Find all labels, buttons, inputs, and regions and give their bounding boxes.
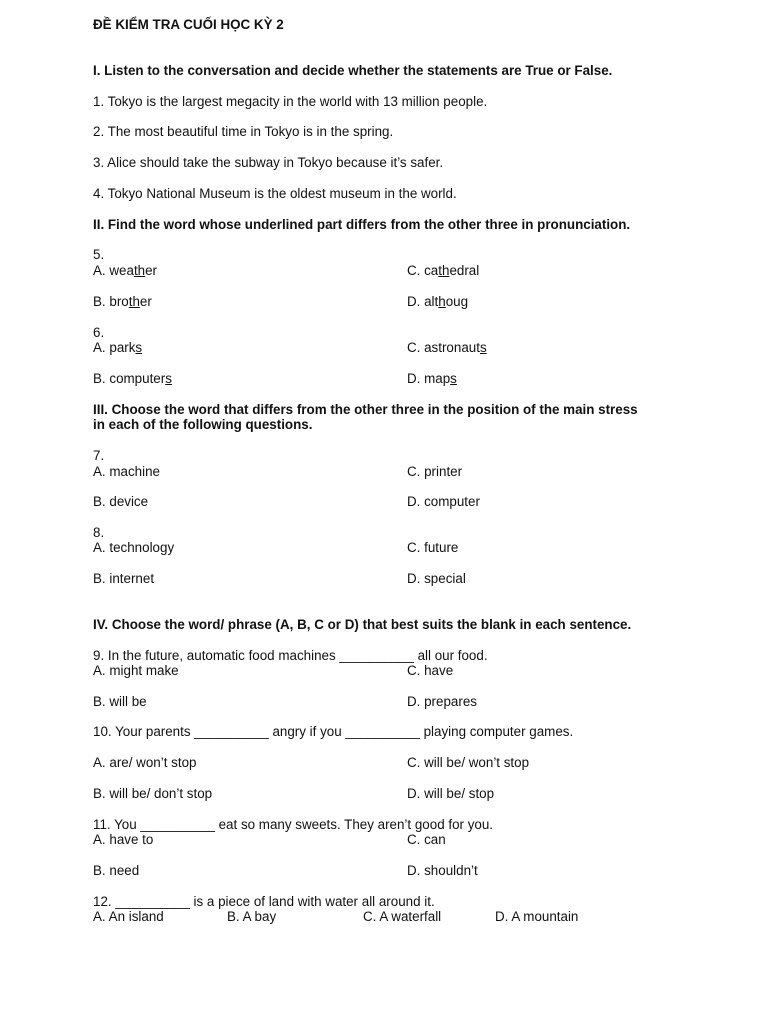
question-12-stem: 12. __________ is a piece of land with water all around it.: [93, 894, 435, 909]
statement-4: 4. Tokyo National Museum is the oldest museum in the world.: [93, 186, 457, 201]
q5-option-b: B. brother: [93, 294, 152, 309]
q9-option-a: A. might make: [93, 663, 179, 678]
q7-option-a: A. machine: [93, 464, 160, 479]
question-7-number: 7.: [93, 448, 105, 463]
q7-option-c: C. printer: [407, 464, 463, 479]
q11-option-a: A. have to: [93, 832, 154, 847]
q11-option-d: D. shouldn’t: [407, 863, 478, 878]
q5-option-c: C. cathedral: [407, 263, 480, 278]
q10-option-b: B. will be/ don’t stop: [93, 786, 213, 801]
question-9-stem: 9. In the future, automatic food machines __________ all our food.: [93, 648, 488, 663]
question-11-stem: 11. You __________ eat so many sweets. They aren’t good for you.: [93, 817, 494, 832]
q9-option-d: D. prepares: [407, 694, 477, 709]
q9-option-c: C. have: [407, 663, 454, 678]
q11-option-b: B. need: [93, 863, 140, 878]
section-3-heading-line-2: in each of the following questions.: [93, 417, 313, 432]
question-5-number: 5.: [93, 247, 105, 262]
section-4-heading: IV. Choose the word/ phrase (A, B, C or D) that best suits the blank in each sentence.: [93, 617, 632, 632]
q10-option-c: C. will be/ won’t stop: [407, 755, 530, 770]
q10-option-a: A. are/ won’t stop: [93, 755, 197, 770]
q12-option-c: C. A waterfall: [363, 909, 442, 924]
q7-option-d: D. computer: [407, 494, 480, 509]
section-1-heading: I. Listen to the conversation and decide whether the statements are True or False.: [93, 63, 613, 78]
section-3-heading-line-1: III. Choose the word that differs from the other three in the position of the main stress: [93, 402, 638, 417]
question-10-stem: 10. Your parents __________ angry if you __________ playing computer games.: [93, 724, 574, 739]
q5-option-a: A. weather: [93, 263, 158, 278]
exam-title: ĐỀ KIỂM TRA CUỐI HỌC KỲ 2: [93, 17, 284, 32]
question-8-number: 8.: [93, 525, 105, 540]
q12-option-d: D. A mountain: [495, 909, 579, 924]
q5-option-d: D. althoug: [407, 294, 469, 309]
q8-option-b: B. internet: [93, 571, 155, 586]
q12-option-b: B. A bay: [227, 909, 277, 924]
q8-option-c: C. future: [407, 540, 459, 555]
statement-3: 3. Alice should take the subway in Tokyo because it’s safer.: [93, 155, 444, 170]
q8-option-d: D. special: [407, 571, 466, 586]
q11-option-c: C. can: [407, 832, 446, 847]
q6-option-b: B. computers: [93, 371, 172, 386]
statement-1: 1. Tokyo is the largest megacity in the world with 13 million people.: [93, 94, 488, 109]
q8-option-a: A. technology: [93, 540, 175, 555]
q10-option-d: D. will be/ stop: [407, 786, 495, 801]
q9-option-b: B. will be: [93, 694, 147, 709]
q7-option-b: B. device: [93, 494, 149, 509]
q6-option-a: A. parks: [93, 340, 143, 355]
section-2-heading: II. Find the word whose underlined part differs from the other three in pronunciation.: [93, 217, 631, 232]
q12-option-a: A. An island: [93, 909, 164, 924]
question-6-number: 6.: [93, 325, 105, 340]
statement-2: 2. The most beautiful time in Tokyo is in the spring.: [93, 124, 394, 139]
q6-option-d: D. maps: [407, 371, 457, 386]
q6-option-c: C. astronauts: [407, 340, 487, 355]
